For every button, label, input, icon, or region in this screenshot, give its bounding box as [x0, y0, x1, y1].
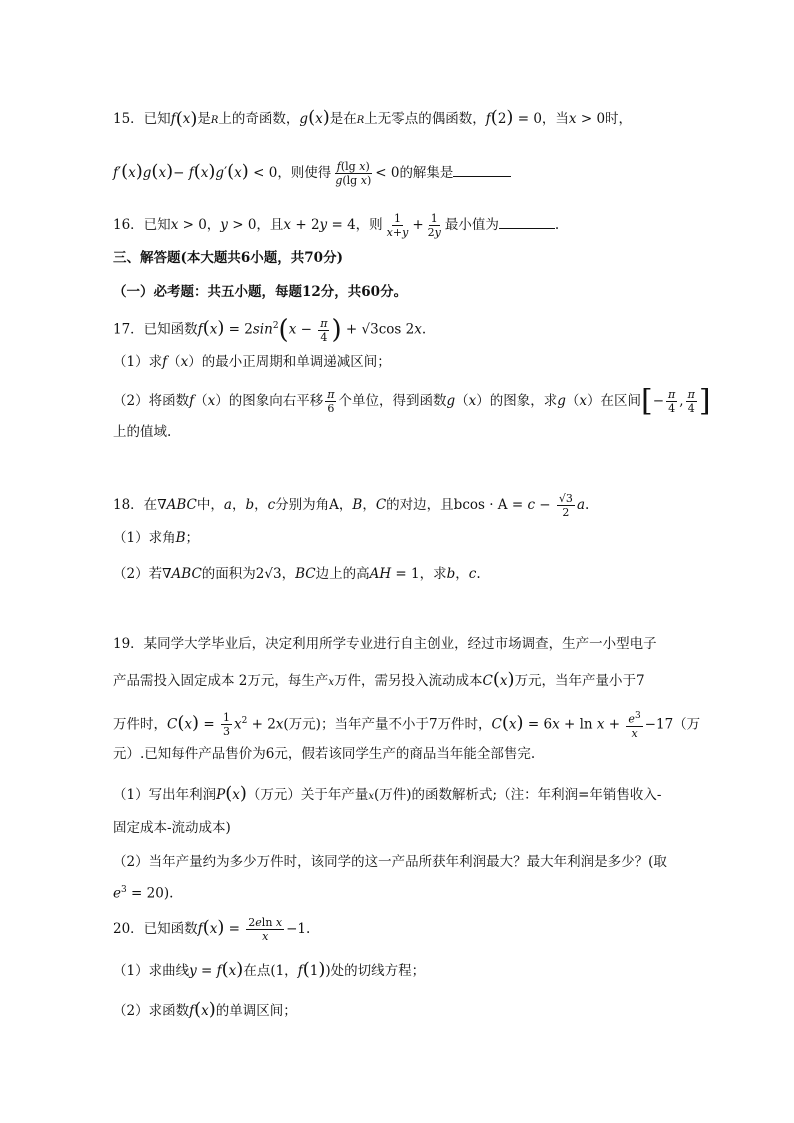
- q18-part2: （2）若∇ABC的面积为2√3，BC边上的高AH = 1，求b，c.: [113, 566, 481, 582]
- q18-part1: （1）求角B；: [113, 530, 200, 546]
- q19-line4: 元）.已知每件产品售价为6元，假若该同学生产的商品当年能全部售完.: [113, 746, 536, 762]
- section-title: 三、解答题(本大题共6小题，共70分): [113, 250, 343, 266]
- q19-part2-cont: $e^3 = 20$).: [113, 885, 174, 902]
- q19-part1: （1）写出年利润P(x)（万元）关于年产量x(万件)的函数解析式;（注：年利润=年销售收入-: [113, 783, 662, 804]
- q18-line: 18．在∇ABC中，a，b，c分别为角A，B，C的对边，且bcos · A = c − $\frac{√3}{2}$ a.: [113, 492, 590, 519]
- q20-line: 20．已知函数f(x) = $\frac{\text{2eln x}}{x}$ −1.: [113, 916, 311, 943]
- section-subtitle: （一）必考题：共五小题，每题12分，共60分。: [113, 284, 408, 300]
- q15-text: 15．已知: [113, 111, 171, 127]
- q19-line2: 产品需投入固定成本 2万元，每生产x万件，需另投入流动成本C(x)万元，当年产量小于7: [113, 669, 645, 690]
- q17-part2: （2）将函数f（x）的图象向右平移 $\frac{\pi}{6}$ 个单位，得到函数g（x）的图象，求g（x）在区间[− $\frac{\pi}{4}$ , $\frac{\pi}{4}$ ]: [113, 383, 711, 419]
- q15-line1: 15．已知f(x)是R上的奇函数，g(x)是在R上无零点的偶函数，f(2) = 0，当x > 0时，: [113, 107, 633, 130]
- q20-part1: （1）求曲线y = f(x)在点(1，f(1))处的切线方程；: [113, 959, 426, 980]
- q19-part1-cont: 固定成本-流动成本): [113, 820, 231, 836]
- answer-blank[interactable]: [453, 176, 511, 177]
- q17-line: 17．已知函数$f(x) = 2\sin^2(x$ − $\frac{\pi}{4}$ ) + √3cos 2x.: [113, 315, 427, 345]
- q20-part2: （2）求函数f(x)的单调区间；: [113, 999, 297, 1020]
- q19-line3: 万件时，C(x) = $\frac{1}{3}$ $x^2 + 2x$(万元)；当年产量不小于7万件时，C(x) = 6x + ln x + $\frac{e^3}{x}$ −17（万: [113, 711, 701, 740]
- q19-part2: （2）当年产量约为多少万件时，该同学的这一产品所获年利润最大？最大年利润是多少？(取: [113, 854, 667, 870]
- q16-line: 16．已知x > 0，y > 0，且x + 2y = 4，则 $\frac{1}{x+y}$ + $\frac{1}{2y}$ 最小值为 .: [113, 212, 560, 239]
- q17-part1: （1）求f（x）的最小正周期和单调递减区间；: [113, 354, 391, 370]
- q15-line2: f′(x)g(x)− f(x)g′(x) < 0，则使得 $\frac{\text{f(lg x)}}{\text{g(lg x)}}$ < 0的解集是: [113, 160, 511, 187]
- q17-part2-cont: 上的值域.: [113, 424, 172, 440]
- math: f: [170, 111, 176, 127]
- fraction: $\frac{\text{f(lg x)}}{\text{g(lg x)}}$: [335, 160, 372, 187]
- q19-line1: 19．某同学大学毕业后，决定利用所学专业进行自主创业，经过市场调查，生产一小型电子: [113, 636, 657, 652]
- answer-blank[interactable]: [499, 228, 555, 229]
